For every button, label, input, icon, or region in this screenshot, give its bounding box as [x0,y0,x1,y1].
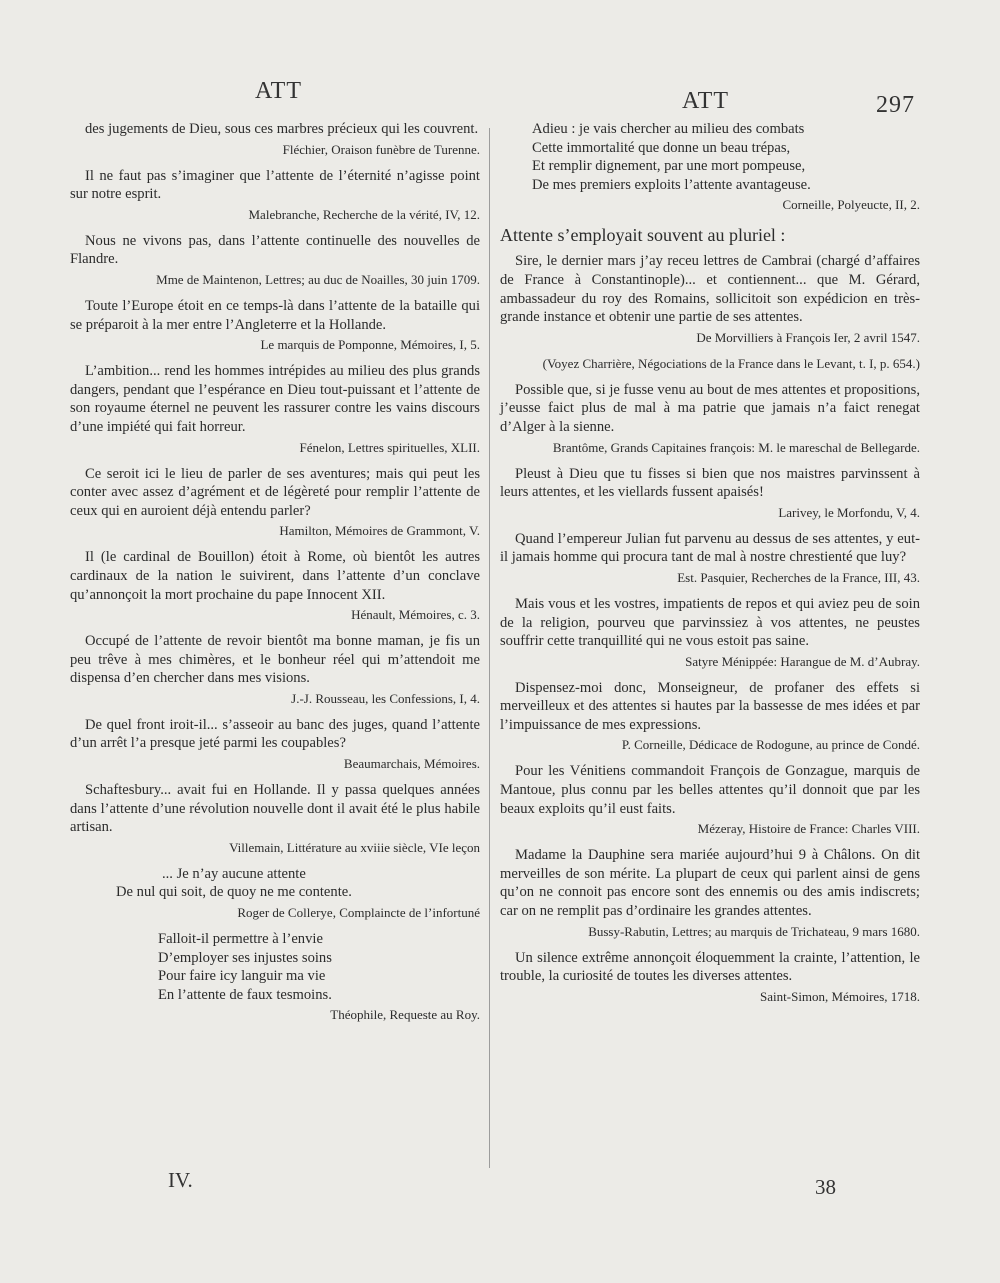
quotation-paragraph: Toute l’Europe étoit en ce temps-là dans l’attente de la bataille qui se préparoit à la mer entre l’Angleterre et la Hollande. [70,297,480,333]
verse-line: De mes premiers exploits l’attente avantageuse. [532,176,811,193]
verse-block [500,120,920,194]
quotation-paragraph: Possible que, si je fusse venu au bout de mes attentes et propositions, j’eusse faict plus de mal à ma patrie que jamais n’a faict renegat d’Alger à la sienne. [500,381,920,435]
quotation-paragraph: Il (le cardinal de Bouillon) étoit à Rome, où bientôt les autres cardinaux de la nation le suivirent, dans l’attente d’un conclave qu’annonçoit la mort prochaine du pape Innocent XII. [70,549,480,603]
verse-line: ... Je n’ay aucune attente [162,865,306,882]
citation: Larivey, le Morfondu, V, 4. [778,504,920,520]
citation: Malebranche, Recherche de la vérité, IV, 12. [248,206,480,222]
quotation-paragraph: Mais vous et les vostres, impatients de repos et qui aviez peu de soin de la religion, pourveu que parvinssiez à vos attentes, ne peustes souffrir cette tranquillité qui ne vous estoit pas saine. [500,595,920,650]
quotation-paragraph: Dispensez-moi donc, Monseigneur, de profaner des effets si merveilleux et des attentes si hautes par la bassesse de mes idées et par l’impuissance de mes expressions. [500,679,920,733]
citation: Fléchier, Oraison funèbre de Turenne. [282,141,480,157]
citation: Brantôme, Grands Capitaines françois: M. le mareschal de Bellegarde. [552,439,920,455]
citation: (Voyez Charrière, Négociations de la France dans le Levant, t. I, p. 654.) [542,355,920,371]
quotation-paragraph: Nous ne vivons pas, dans l’attente continuelle des nouvelles de Flandre. [70,232,480,268]
quotation-paragraph: Madame la Dauphine sera mariée aujourd’hui 9 à Châlons. On dit merveilles de son mérite. La plupart de ceux qui parlent ainsi de gens qu’on ne connoit pas encore sont des ennemis ou des amis indiscrets; car on ne remplit pas d’ordinaire les grandes attentes. [500,847,920,920]
citation: De Morvilliers à François Ier, 2 avril 1547. [696,329,920,345]
quotation-paragraph: Pour les Vénitiens commandoit François de Gonzague, marquis de Mantoue, plus connu par les belles attentes qu’il donnoit que par les beaux exploits qu’il eust faits. [500,763,920,817]
section-heading: Attente s’employait souvent au pluriel : [500,225,786,246]
quotation-paragraph: Sire, le dernier mars j’ay receu lettres de Cambrai (chargé d’affaires de France à Constantinople)... et contiennent... que M. Gérard, ambassadeur du roy des Romains, sollicitoit son expédicion en très-grande instance et obtenir une partie de ses attentes. [500,253,920,326]
citation: Beaumarchais, Mémoires. [343,756,480,772]
citation: Roger de Collerye, Complaincte de l’infortuné [237,905,480,921]
quotation-paragraph: Un silence extrême annonçoit éloquemment la crainte, l’attention, le trouble, la curiosité de toutes les diverses attentes. [500,949,920,985]
citation: Théophile, Requeste au Roy. [330,1007,480,1023]
quotation-paragraph: De quel front iroit-il... s’asseoir au banc des juges, quand l’attente d’un arrêt l’a presque jeté parmi les coupables? [70,716,480,752]
citation: J.-J. Rousseau, les Confessions, I, 4. [291,690,480,706]
citation: Hénault, Mémoires, c. 3. [351,607,480,623]
citation: Mézeray, Histoire de France: Charles VIII. [697,821,920,837]
verse-line: Pour faire icy languir ma vie [158,968,326,985]
verse-line: Et remplir dignement, par une mort pompeuse, [532,158,806,175]
quotation-paragraph: des jugements de Dieu, sous ces marbres précieux qui les couvrent. [85,121,479,137]
quotation-paragraph: Ce seroit ici le lieu de parler de ses aventures; mais qui peut les conter avec assez d’agrément et de légèreté pour remplir l’attente de ceux qui en auroient déjà entendu parler? [70,465,480,519]
quotation-paragraph: L’ambition... rend les hommes intrépides au milieu des plus grands dangers, pendant que l’espérance en Dieu tout-puissant et l’attente de son royaume éternel ne peuvent les rassurer contre les vains discours d’une impiété qui fait horreur. [70,363,480,435]
verse-line: En l’attente de faux tesmoins. [158,986,332,1003]
column-divider [489,128,490,1168]
right-column [500,120,920,1014]
running-head-left: ATT [255,78,302,104]
quotation-paragraph: Occupé de l’attente de revoir bientôt ma bonne maman, je fis un peu trêve à mes chimères, et le bonheur réel qui m’attendoit me dispensa d’en chercher dans mes visions. [70,633,480,687]
verse-line: Adieu : je vais chercher au milieu des combats [532,121,805,137]
citation: Corneille, Polyeucte, II, 2. [782,197,920,213]
quotation-paragraph: Quand l’empereur Julian fut parvenu au dessus de ses attentes, y eut-il jamais homme qui procura tant de mal à nostre chrestienté que luy? [500,530,920,566]
verse-line: Cette immortalité que donne un beau trépas, [532,139,791,156]
citation: Fénelon, Lettres spirituelles, XLII. [299,439,480,455]
verse-block [70,930,480,1004]
page-number: 297 [876,92,915,118]
citation: P. Corneille, Dédicace de Rodogune, au prince de Condé. [621,737,920,753]
verse-line: Falloit-il permettre à l’envie [158,931,323,948]
citation: Mme de Maintenon, Lettres; au duc de Noailles, 30 juin 1709. [156,271,480,287]
citation: Satyre Ménippée: Harangue de M. d’Aubray. [685,653,920,669]
citation: Est. Pasquier, Recherches de la France, III, 43. [677,569,920,585]
citation: Hamilton, Mémoires de Grammont, V. [279,523,480,539]
verse-line: D’employer ses injustes soins [158,949,332,966]
left-column [70,120,480,1032]
verse-line: De nul qui soit, de quoy ne me contente. [116,884,352,901]
citation: Le marquis de Pomponne, Mémoires, I, 5. [260,337,480,353]
sheet-number: 38 [815,1175,836,1199]
running-head-right: ATT [682,88,729,114]
signature-mark: IV. [168,1168,193,1192]
citation: Saint-Simon, Mémoires, 1718. [760,988,920,1004]
quotation-paragraph: Il ne faut pas s’imaginer que l’attente de l’éternité n’agisse point sur notre esprit. [70,167,480,203]
verse-block [70,865,480,902]
quotation-paragraph: Schaftesbury... avait fui en Hollande. Il y passa quelques années dans l’attente d’une révolution nouvelle dont il avait été le plus habile artisan. [70,782,480,836]
citation: Villemain, Littérature au xviiie siècle, VIe leçon [229,839,480,855]
quotation-paragraph: Pleust à Dieu que tu fisses si bien que nos maistres parvinssent à leurs attentes, et les viellards fussent apaisés! [500,465,920,501]
citation: Bussy-Rabutin, Lettres; au marquis de Trichateau, 9 mars 1680. [588,923,920,939]
